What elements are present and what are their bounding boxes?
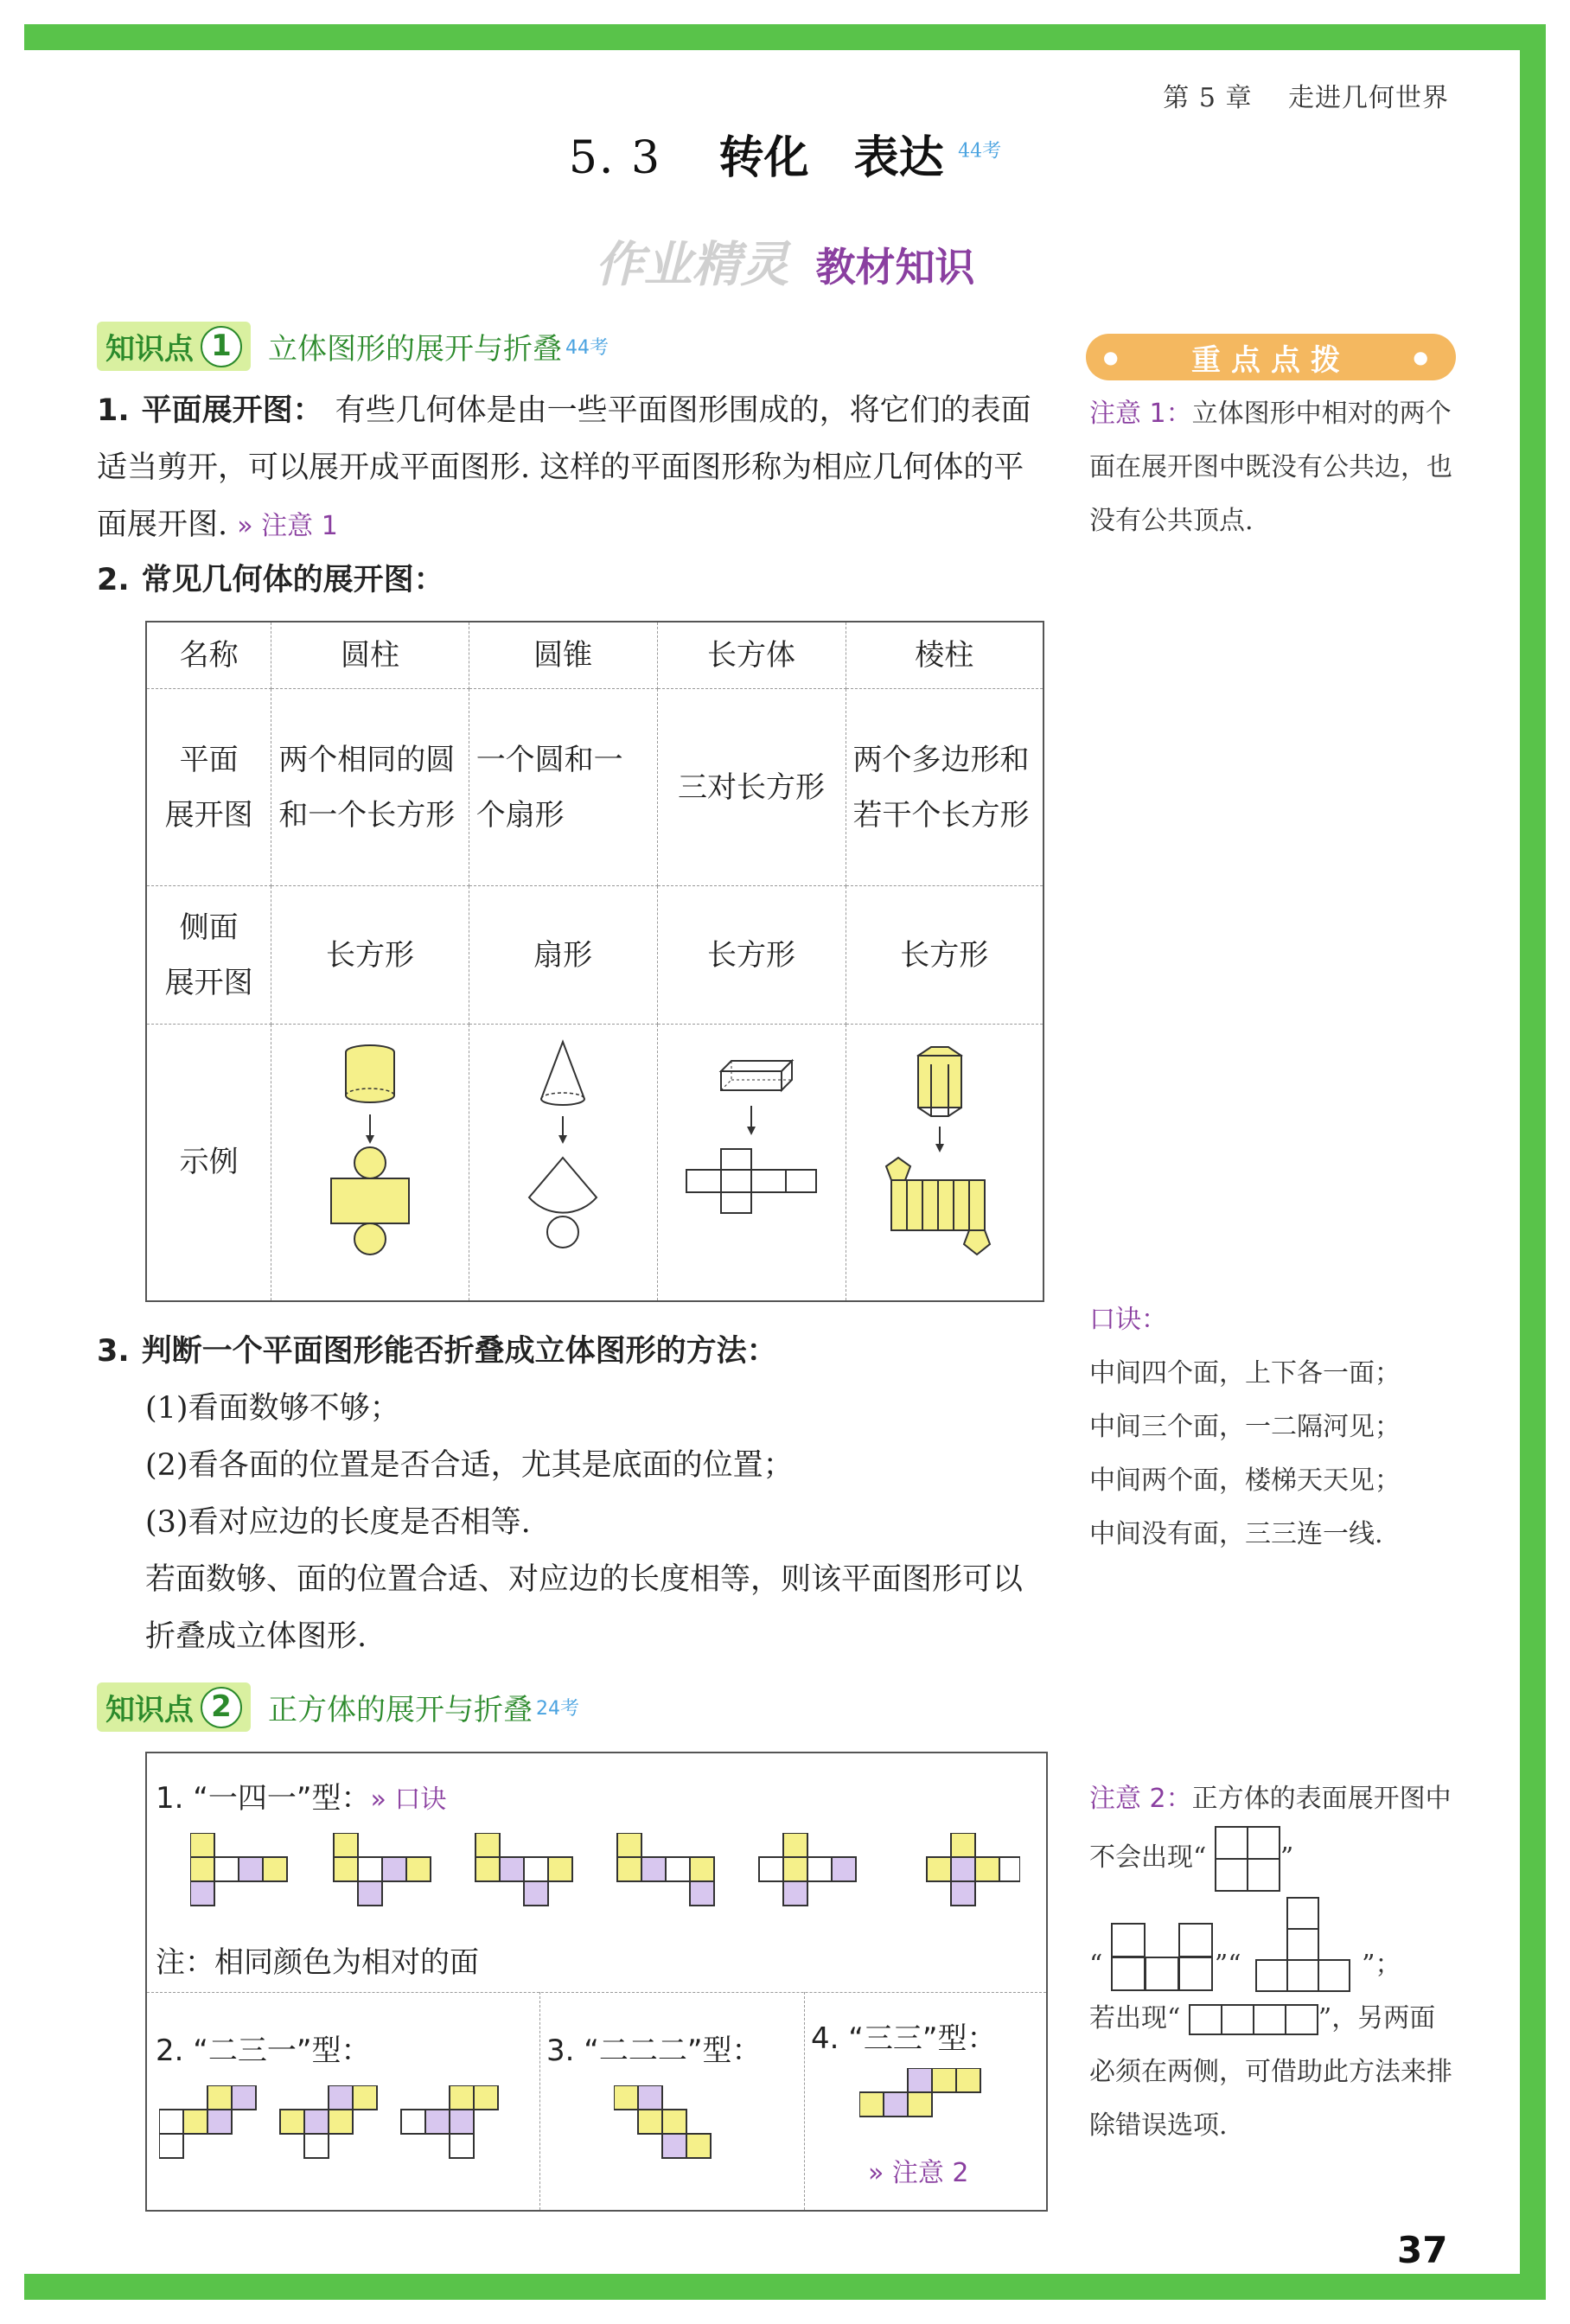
table-cell: 长方形 bbox=[271, 886, 469, 1025]
type-3-label: 3. “二二二”型： bbox=[546, 2034, 762, 2068]
three-three-net bbox=[859, 2068, 989, 2137]
type-1-label: 1. “一四一”型：» 口诀 bbox=[156, 1781, 447, 1816]
item-conclusion: 若面数够、面的位置合适、对应边的长度相等，则该平面图形可以折叠成立体图形. bbox=[145, 1562, 1024, 1654]
table-cell: 两个相同的圆和一个长方形 bbox=[271, 689, 469, 886]
note-text: 正方体的表面展开图中不会出现“ bbox=[1089, 1784, 1452, 1873]
knowledge-point-1 bbox=[97, 322, 609, 371]
kp-number: 2 bbox=[201, 1687, 242, 1728]
item-label: 1. bbox=[97, 393, 130, 428]
section-number: 5. 3 bbox=[568, 132, 662, 184]
note-text: 若出现“ bbox=[1089, 2003, 1181, 2034]
table-cell: 扇形 bbox=[469, 886, 657, 1025]
chapter-header bbox=[1163, 76, 1449, 114]
kp-exam-count: 24考 bbox=[536, 1698, 579, 1720]
table-header: 圆锥 bbox=[469, 622, 657, 689]
cylinder-example bbox=[271, 1025, 469, 1301]
chapter-title: 走进几何世界 bbox=[1288, 83, 1449, 113]
section-label: 教材知识 bbox=[815, 244, 975, 290]
table-header: 长方体 bbox=[657, 622, 846, 689]
rhyme-line: 中间没有面，三三连一线. bbox=[1089, 1519, 1383, 1549]
note-text: ” bbox=[1280, 1842, 1294, 1873]
key-points-banner bbox=[1086, 334, 1456, 380]
table-header: 名称 bbox=[146, 622, 271, 689]
row-label: 示例 bbox=[146, 1025, 271, 1301]
kp-number: 1 bbox=[201, 326, 242, 367]
prism-example bbox=[846, 1025, 1043, 1301]
color-note: 注：相同颜色为相对的面 bbox=[156, 1945, 479, 1980]
item-heading: 平面展开图： bbox=[141, 393, 323, 428]
top-border bbox=[24, 24, 1546, 50]
bullet-icon: ● bbox=[1103, 347, 1129, 367]
item-1 bbox=[97, 382, 1048, 555]
cone-net-figure bbox=[515, 1037, 610, 1270]
page-title bbox=[0, 121, 1570, 186]
item-label: 2. bbox=[97, 563, 130, 597]
rhyme-line: 中间两个面，楼梯天天见； bbox=[1089, 1465, 1401, 1496]
section-heading bbox=[0, 227, 1570, 296]
kp-tag: 知识点 2 bbox=[97, 1682, 251, 1732]
table-cell: 长方形 bbox=[657, 886, 846, 1025]
note-2 bbox=[1089, 1772, 1461, 2153]
cuboid-example bbox=[657, 1025, 846, 1301]
forbidden-shapes: “ ”“ ”； bbox=[1089, 1897, 1461, 1992]
cube-nets-box bbox=[145, 1752, 1048, 2212]
rhyme-label: 口诀： bbox=[1089, 1305, 1167, 1335]
right-border bbox=[1520, 24, 1546, 2300]
item-heading: 常见几何体的展开图： bbox=[141, 563, 444, 597]
kp-tag: 知识点 1 bbox=[97, 322, 251, 371]
kp-title: 正方体的展开与折叠 bbox=[268, 1693, 533, 1727]
note1-link[interactable]: » 注意 1 bbox=[237, 511, 338, 541]
kp-title: 立体图形的展开与折叠 bbox=[268, 332, 562, 367]
item-label: 3. bbox=[97, 1334, 130, 1369]
two-three-one-nets bbox=[159, 2085, 531, 2189]
item-line: (1)看面数够不够； bbox=[145, 1391, 400, 1426]
item-line: (3)看对应边的长度是否相等. bbox=[145, 1505, 531, 1540]
chapter-number: 第 5 章 bbox=[1163, 83, 1253, 113]
rhyme-line: 中间三个面，一二隔河见； bbox=[1089, 1412, 1401, 1442]
table-cell: 一个圆和一个扇形 bbox=[469, 689, 657, 886]
item-heading: 判断一个平面图形能否折叠成立体图形的方法： bbox=[141, 1334, 777, 1369]
type-4-label: 4. “三三”型： bbox=[811, 2021, 997, 2056]
table-cell: 长方形 bbox=[846, 886, 1043, 1025]
cone-example bbox=[469, 1025, 657, 1301]
one-four-one-nets bbox=[190, 1833, 1020, 1911]
table-header: 圆柱 bbox=[271, 622, 469, 689]
item-3 bbox=[97, 1323, 1048, 1665]
knowledge-point-2 bbox=[97, 1682, 579, 1732]
bullet-icon: ● bbox=[1413, 347, 1439, 367]
prism-net-figure bbox=[879, 1037, 1009, 1270]
rhyme bbox=[1089, 1293, 1461, 1561]
section-title: 转化 表达 bbox=[718, 132, 944, 184]
row-label: 平面 展开图 bbox=[146, 689, 271, 886]
watermark: 作业精灵 bbox=[595, 237, 789, 293]
table-header: 棱柱 bbox=[846, 622, 1043, 689]
item-2 bbox=[97, 552, 1048, 609]
item-line: (2)看各面的位置是否合适，尤其是底面的位置； bbox=[145, 1448, 794, 1483]
bottom-border bbox=[24, 2274, 1546, 2300]
rhyme-link[interactable]: » 口诀 bbox=[370, 1784, 447, 1815]
two-by-two-grid-figure bbox=[1215, 1826, 1280, 1892]
note-text: ”，另两面必须在两侧，可借助此方法来排除错误选项. bbox=[1089, 2003, 1452, 2141]
type-2-label: 2. “二三一”型： bbox=[156, 2034, 371, 2068]
note-label: 注意 1： bbox=[1089, 399, 1192, 429]
page-number: 37 bbox=[1397, 2229, 1448, 2271]
note-label: 注意 2： bbox=[1089, 1784, 1192, 1814]
table-cell: 两个多边形和若干个长方形 bbox=[846, 689, 1043, 886]
kp-exam-count: 44考 bbox=[565, 337, 609, 359]
divider bbox=[147, 1992, 1046, 1993]
divider bbox=[539, 1992, 540, 2210]
cuboid-net-figure bbox=[678, 1037, 825, 1270]
banner-label: 重点点拨 bbox=[1191, 342, 1350, 378]
nets-table bbox=[145, 621, 1044, 1302]
item-text: 有些几何体是由一些平面图形围成的，将它们的表面适当剪开，可以展开成平面图形. 这样的平面图形称为相应几何体的平面展开图. bbox=[97, 393, 1031, 542]
l-shape-figure-b bbox=[1249, 1897, 1362, 1992]
l-shape-figure-a bbox=[1111, 1923, 1215, 1992]
divider bbox=[804, 1992, 805, 2210]
table-cell: 三对长方形 bbox=[657, 689, 846, 886]
note-text: 立体图形中相对的两个面在展开图中既没有公共边，也没有公共顶点. bbox=[1089, 399, 1452, 536]
rhyme-line: 中间四个面，上下各一面； bbox=[1089, 1358, 1401, 1389]
row-label: 侧面 展开图 bbox=[146, 886, 271, 1025]
cylinder-net-figure bbox=[322, 1037, 418, 1270]
exam-count: 44考 bbox=[958, 140, 1002, 163]
four-in-row-figure bbox=[1189, 2004, 1318, 2035]
two-two-two-net bbox=[614, 2085, 726, 2180]
note-1 bbox=[1089, 387, 1461, 548]
note2-link[interactable]: » 注意 2 bbox=[868, 2158, 969, 2188]
